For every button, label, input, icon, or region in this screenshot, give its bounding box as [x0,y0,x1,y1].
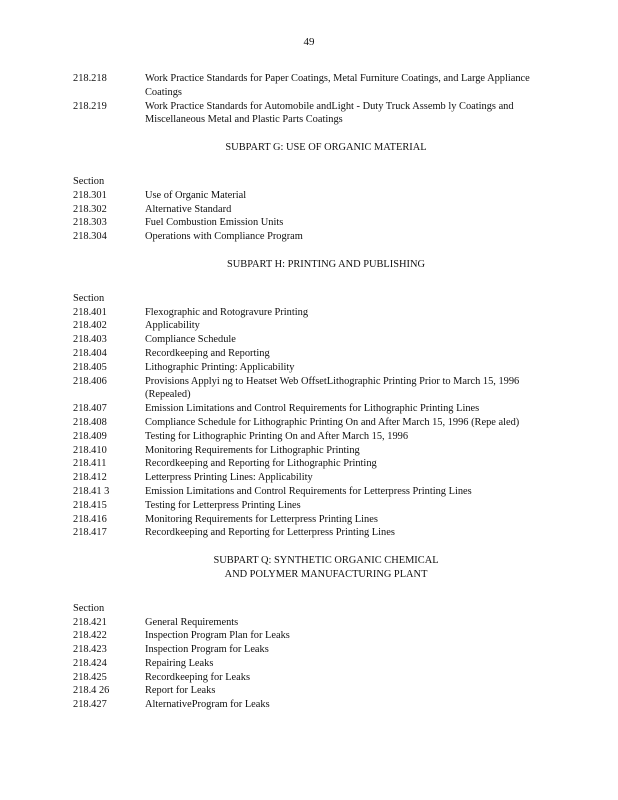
section-title: Letterpress Printing Lines: Applicability [145,472,313,484]
toc-entry [73,643,543,657]
toc-entry [73,319,543,333]
toc-entry [73,485,543,499]
section-number: 218.410 [73,444,107,456]
section-title: Testing for Lithographic Printing On and After March 15, 1996 [145,430,409,442]
toc-entry [73,100,543,128]
toc-entry [73,347,543,361]
section-number: 218.407 [73,403,107,415]
toc-entry [73,375,543,403]
section-number: 218.404 [73,347,107,359]
section-title: Fuel Combustion Emission Units [145,217,284,229]
page-number: 49 [303,36,315,48]
section-title: Work Practice Standards for Automobile andLight - Duty Truck Assemb ly Coatings and Miscellaneous Metal and Plastic Parts Coatings [145,100,514,126]
toc-entry [73,361,543,375]
toc-entry [73,402,543,416]
toc-entry [73,306,543,320]
section-title: Work Practice Standards for Paper Coatings, Metal Furniture Coatings, and Large Appliance Coatings [145,73,530,98]
section-title: Recordkeeping and Reporting for Letterpress Printing Lines [145,527,395,539]
section-title: Recordkeeping and Reporting for Lithographic Printing [145,458,377,470]
section-number: 218.218 [73,73,107,84]
toc-entry [73,698,543,712]
toc-block-intro [73,72,543,127]
section-number: 218.405 [73,361,107,373]
toc-entry [73,216,543,230]
section-title: Operations with Compliance Program [145,231,303,243]
toc-entry [73,333,543,347]
section-title: Recordkeeping and Reporting [145,347,270,359]
section-number: 218.411 [73,458,107,470]
section-number: 218.421 [73,616,107,628]
section-title: Applicability [145,320,200,332]
toc-entry [73,203,543,217]
section-title: Inspection Program Plan for Leaks [145,630,290,642]
toc-entry [73,430,543,444]
subpart-heading-line: SUBPART G: USE OF ORGANIC MATERIAL [225,142,427,154]
section-title: General Requirements [145,616,239,628]
section-title: Provisions Applyi ng to Heatset Web OffsetLithographic Printing Prior to March 15, 1996 (Repealed) [145,375,520,401]
section-title: Emission Limitations and Control Requirements for Lithographic Printing Lines [145,403,480,415]
section-number: 218.423 [73,644,107,656]
section-number: 218.219 [73,100,107,112]
section-number: 218.301 [73,189,107,201]
toc-entry [73,629,543,643]
subpart-q [73,554,543,712]
subpart-heading-line: SUBPART Q: SYNTHETIC ORGANIC CHEMICAL [213,555,439,567]
subpart-heading [73,258,543,272]
section-title: Monitoring Requirements for Lithographic Printing [145,444,360,456]
section-title: Testing for Letterpress Printing Lines [145,499,301,511]
section-title: Alternative Standard [145,203,232,215]
toc-entry [73,499,543,513]
table-of-contents [73,72,543,712]
section-title: Monitoring Requirements for Letterpress Printing Lines [145,513,378,525]
section-number: 218.4 26 [73,685,110,697]
section-number: 218.409 [73,430,107,442]
toc-entry [73,671,543,685]
section-number: 218.422 [73,630,107,642]
section-label: Section [73,292,105,304]
section-number: 218.402 [73,320,107,332]
section-title: AlternativeProgram for Leaks [145,699,270,711]
section-number: 218.425 [73,671,107,683]
section-number: 218.424 [73,657,107,669]
toc-entry [73,230,543,244]
subpart-heading [73,554,543,582]
subpart-g [73,141,543,244]
section-title: Use of Organic Material [145,189,247,201]
section-title: Flexographic and Rotogravure Printing [145,306,309,318]
toc-entry [73,189,543,203]
section-label: Section [73,602,105,614]
toc-entry [73,657,543,671]
section-number: 218.403 [73,334,107,346]
section-title: Lithographic Printing: Applicability [145,361,295,373]
section-label: Section [73,175,105,187]
section-number: 218.41 3 [73,485,110,497]
toc-entry [73,513,543,527]
section-number: 218.416 [73,513,107,525]
section-number: 218.408 [73,416,107,428]
section-title: Compliance Schedule for Lithographic Printing On and After March 15, 1996 (Repe aled) [145,416,520,428]
section-title: Inspection Program for Leaks [145,644,269,656]
toc-entry [73,526,543,540]
toc-entry [73,684,543,698]
subpart-h [73,258,543,540]
section-title: Emission Limitations and Control Requirements for Letterpress Printing Lines [145,485,472,497]
toc-entry [73,444,543,458]
section-number: 218.412 [73,472,107,484]
section-title: Report for Leaks [145,685,216,697]
toc-entry [73,416,543,430]
section-number: 218.417 [73,527,107,539]
section-number: 218.304 [73,231,107,243]
section-title: Repairing Leaks [145,657,214,669]
subpart-heading [73,141,543,155]
toc-entry [73,457,543,471]
section-title: Compliance Schedule [145,334,236,346]
toc-entry [73,616,543,630]
section-number: 218.302 [73,203,107,215]
toc-entry [73,471,543,485]
toc-entry [73,72,543,100]
section-number: 218.401 [73,306,107,318]
section-number: 218.303 [73,217,107,229]
section-number: 218.415 [73,499,107,511]
section-title: Recordkeeping for Leaks [145,671,251,683]
subpart-heading-line: AND POLYMER MANUFACTURING PLANT [224,568,428,580]
section-number: 218.406 [73,375,107,387]
section-number: 218.427 [73,699,107,711]
subpart-heading-line: SUBPART H: PRINTING AND PUBLISHING [227,258,425,270]
